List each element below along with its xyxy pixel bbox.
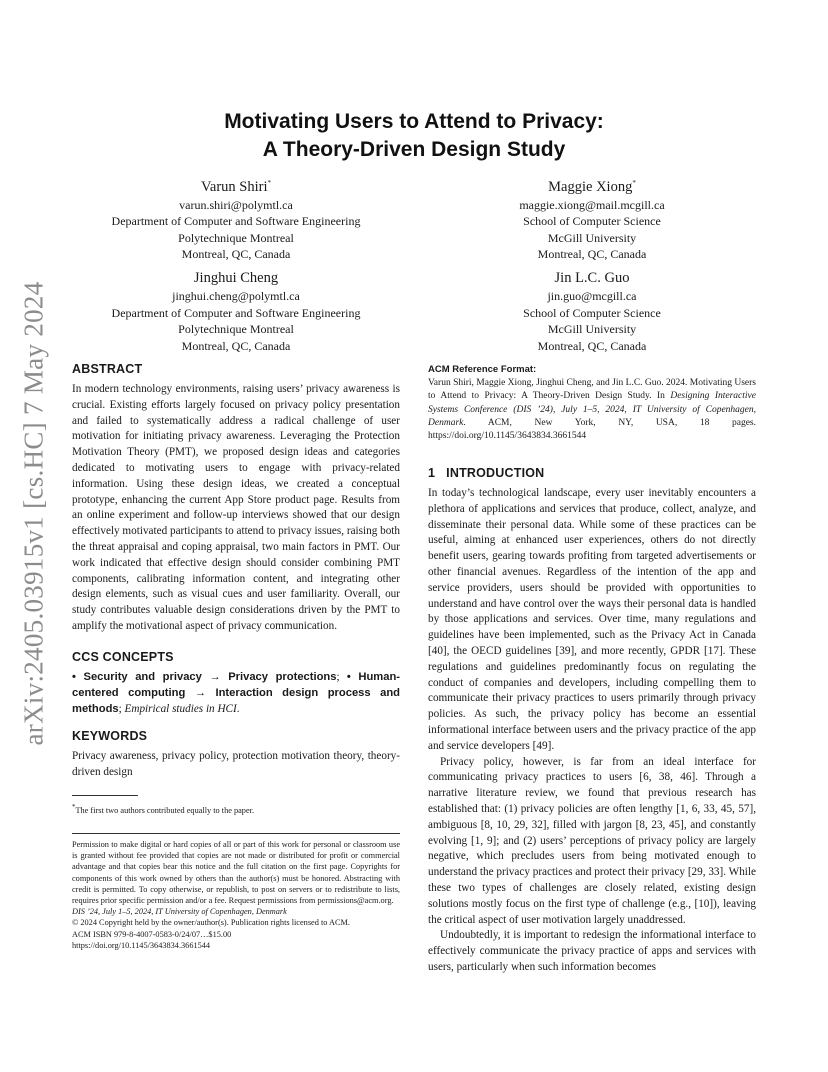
footnote-rule: [72, 795, 138, 796]
author-location: Montreal, QC, Canada: [537, 247, 647, 262]
permission-block: [72, 833, 400, 951]
author-email: jinghui.cheng@polymtl.ca: [172, 289, 300, 303]
keywords-heading: KEYWORDS: [72, 729, 148, 743]
arxiv-sidebar: [14, 278, 54, 748]
copyright-line: © 2024 Copyright held by the owner/author(s). Publication rights licensed to ACM.: [72, 918, 350, 928]
title-line-2: A Theory-Driven Design Study: [262, 138, 566, 161]
author-block-2: [428, 174, 756, 263]
intro-paragraph-2: Privacy policy, however, is far from an ideal interface for communicating privacy practices to users [6, 38, 46]. Through a narrative literature review, we found that previous research has established that: (1) privacy policies are often lengthy [1, 6, 33, 45, 57], ambiguous [8, 10, 29, 32], filled with jargon [8, 23, 45], and constantly evolving [1, 9]; and (2) users’ perceptions of privacy policy are largely negative, which precludes users from being motivated enough to understand the privacy practices and protect their privacy [29, 33]. While these two types of challenges are closely related, existing design solutions mostly focus on the first type of challenge (e.g., [10]), leaving the critical aspect of user motivation largely unaddressed.: [428, 755, 756, 926]
author-department: School of Computer Science: [523, 305, 661, 320]
author-location: Montreal, QC, Canada: [537, 338, 647, 353]
abstract-section: [72, 362, 400, 635]
introduction-section: [428, 466, 756, 976]
equal-contribution-mark: *: [267, 179, 271, 187]
author-department: Department of Computer and Software Engineering: [111, 214, 361, 229]
paper-title: [0, 108, 828, 164]
author-block-4: [428, 269, 756, 354]
ccs-text: • Security and privacy → Privacy protections; • Human-centered computing → Interaction design process and methods; Empirical studies in HCI.: [72, 671, 401, 715]
author-name: Varun Shiri: [201, 178, 268, 195]
isbn-line: ACM ISBN 979-8-4007-0583-0/24/07…$15.00: [72, 929, 232, 939]
acm-reference-text: Varun Shiri, Maggie Xiong, Jinghui Cheng, and Jin L.C. Guo. 2024. Motivating Users to Attend to Privacy: A Theory-Driven Design Study. In Designing Interactive Systems Conference (DIS ’24), July 1–5, 2024, IT University of Copenhagen, Denmark. ACM, New York, NY, USA, 18 pages. https://doi.org/10.1145/3643834.3661544: [428, 378, 756, 442]
author-organization: McGill University: [547, 230, 637, 245]
author-location: Montreal, QC, Canada: [181, 338, 291, 353]
acm-reference-section: [428, 364, 756, 443]
intro-paragraph-1: In today’s technological landscape, every user inevitably encounters a plethora of applications and services that produce, collect, analyze, and disseminate their personal data. While some of these practices can be useful, aiming at enhanced user experiences, others do not directly benefit users, gearing towards profiting from targeted advertisements or other financial avenues. Regardless of the intention of the app and service providers, users should be provided with opportunities to understand and have control over the ways their personal data is handled by those applications and services. Over time, many regulations and guidelines have been implemented, such as the Privacy Act in Canada [40], the OECD guidelines [39], and more recently, GPDR [17]. These regulations and guidelines predominantly focus on regulating the conduct of companies and developers, including compelling them to communicate their privacy practices to users primarily through privacy policies. As such, the privacy policy has become an essential informational interface between users and the privacy practice of the app and service developers [49].: [428, 487, 756, 752]
author-organization: Polytechnique Montreal: [178, 230, 294, 245]
doi-line: https://doi.org/10.1145/3643834.3661544: [72, 940, 211, 950]
author-email: jin.guo@mcgill.ca: [547, 289, 637, 303]
author-department: Department of Computer and Software Engineering: [111, 305, 361, 320]
footnote-text: *The first two authors contributed equally to the paper.: [72, 804, 255, 815]
author-location: Montreal, QC, Canada: [181, 247, 291, 262]
permission-rule: [72, 833, 400, 834]
author-name: Maggie Xiong: [548, 178, 633, 195]
ccs-heading: CCS CONCEPTS: [72, 650, 174, 664]
author-name: Jin L.C. Guo: [554, 270, 630, 286]
arxiv-identifier: arXiv:2405.03915v1 [cs.HC] 7 May 2024: [18, 280, 49, 746]
intro-paragraph-3: Undoubtedly, it is important to redesign the informational interface to effectively communicate the privacy practice of apps and services with users, particularly when such information becomes: [428, 929, 756, 973]
keywords-text: Privacy awareness, privacy policy, protection motivation theory, theory-driven design: [72, 750, 400, 778]
author-email: varun.shiri@polymtl.ca: [179, 197, 293, 212]
introduction-heading: 1 INTRODUCTION: [428, 466, 545, 480]
abstract-heading: ABSTRACT: [72, 362, 143, 376]
equal-contribution-mark: *: [632, 179, 636, 187]
title-line-1: Motivating Users to Attend to Privacy:: [224, 110, 604, 133]
author-organization: McGill University: [547, 322, 637, 336]
venue-line: DIS ’24, July 1–5, 2024, IT University of Copenhagen, Denmark: [72, 907, 287, 917]
ccs-concepts-section: [72, 650, 400, 717]
author-department: School of Computer Science: [523, 214, 661, 229]
author-name: Jinghui Cheng: [193, 270, 279, 286]
author-block-3: [72, 269, 400, 354]
footnote-section: [72, 795, 400, 816]
author-block-1: [72, 174, 400, 263]
permission-text: Permission to make digital or hard copies of all or part of this work for personal or classroom use is granted without fee provided that copies are not made or distributed for profit or commercial advantage and that copies bear this notice and the full citation on the first page. Copyrights for components of this work owned by others than the author(s) must be honored. Abstracting with credit is permitted. To copy otherwise, or republish, to post on servers or to redistribute to lists, requires prior specific permission and/or a fee. Request permissions from permissions@acm.org.: [72, 840, 400, 906]
abstract-text: In modern technology environments, raising users’ privacy awareness is crucial. Existing efforts largely focused on privacy policy presentation and failed to systematically address a radical challenge of user motivation for initiating privacy awareness. Leveraging the Protection Motivation Theory (PMT), we proposed design ideas and categories dedicated to motivating users to engage with privacy-related information. Using these design ideas, we created a conceptual prototype, enhancing the current App Store product page. Results from an online experiment and follow-up interviews showed that our design effectively motivated participants to attend to privacy issues, raising both the threat appraisal and coping appraisal, two main factors in PMT. Our work indicated that effective design should consider combining PMT components, calibrating information content, and integrating other design elements, such as visual cues and user familiarity. Overall, our study contributes valuable design considerations driven by the PMT to amplify the motivational aspect of privacy communication.: [72, 383, 400, 632]
keywords-section: [72, 729, 400, 781]
acm-reference-heading: ACM Reference Format:: [428, 364, 537, 375]
author-organization: Polytechnique Montreal: [178, 322, 294, 336]
author-email: maggie.xiong@mail.mcgill.ca: [519, 197, 665, 212]
